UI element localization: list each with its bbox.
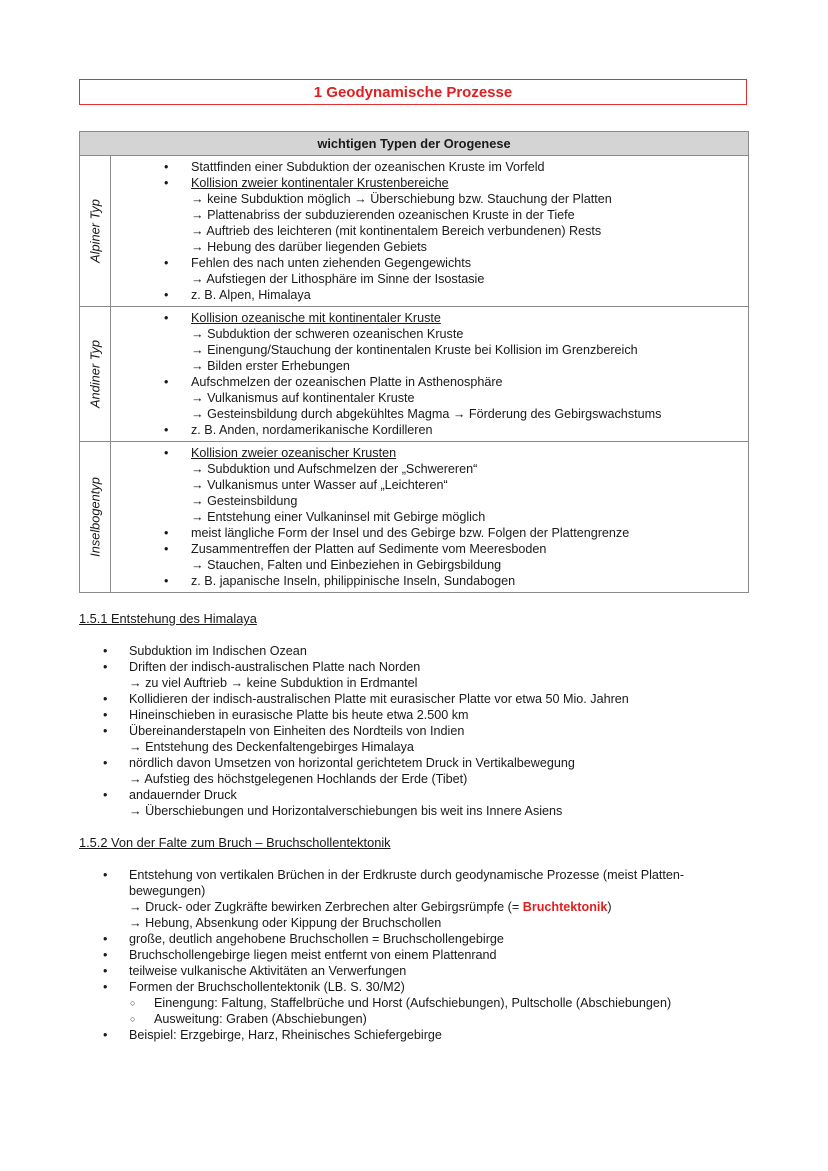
- list-subitem: → Entstehung des Deckenfaltengebirges Himalaya: [129, 740, 414, 754]
- table-row: [80, 156, 749, 307]
- list-item: • Aufschmelzen der ozeanischen Platte in Asthenosphäre: [111, 374, 748, 390]
- list-item: • z. B. Anden, nordamerikanische Kordilleren: [111, 422, 748, 438]
- list-subitem: → Subduktion der schweren ozeanischen Kruste: [191, 327, 464, 341]
- row-label-alpiner: Alpiner Typ: [87, 199, 103, 263]
- table-row: [80, 307, 749, 442]
- list-subitem: → Druck- oder Zugkräfte bewirken Zerbrechen alter Gebirgsrümpfe (= Bruchtektonik): [129, 900, 612, 914]
- list-item: • Subduktion im Indischen Ozean: [79, 643, 749, 659]
- list-subitem: → Subduktion und Aufschmelzen der „Schwereren“: [191, 462, 478, 476]
- list-item: • z. B. japanische Inseln, philippinische Inseln, Sundabogen: [111, 573, 748, 589]
- list-item: • Fehlen des nach unten ziehenden Gegengewichts: [111, 255, 748, 271]
- list-item: • Entstehung von vertikalen Brüchen in der Erdkruste durch geodynamische Prozesse (meist Platten-: [79, 867, 749, 883]
- list-item: • Bruchschollengebirge liegen meist entfernt von einem Plattenrand: [79, 947, 749, 963]
- row-label-andiner: Andiner Typ: [87, 339, 103, 409]
- row-label-cell: [80, 442, 111, 593]
- list-item: • Formen der Bruchschollentektonik (LB. S. 30/M2): [79, 979, 749, 995]
- list-subitem: → Vulkanismus unter Wasser auf „Leichteren“: [191, 478, 448, 492]
- section-heading-himalaya: 1.5.1 Entstehung des Himalaya: [79, 611, 257, 626]
- list-subitem: → Auftrieb des leichteren (mit kontinentalem Bereich verbundenen) Rests: [191, 224, 602, 238]
- list-subitem: → Bilden erster Erhebungen: [191, 359, 350, 373]
- list-item: • Kollision zweier kontinentaler Krustenbereiche: [111, 175, 748, 191]
- row-label-cell: [80, 307, 111, 442]
- list-item: • Übereinanderstapeln von Einheiten des Nordteils von Indien: [79, 723, 749, 739]
- list-item: • teilweise vulkanische Aktivitäten an Verwerfungen: [79, 963, 749, 979]
- list-subitem: → Aufstieg des höchstgelegenen Hochlands der Erde (Tibet): [129, 772, 468, 786]
- orogenesis-table: [79, 131, 749, 593]
- table-header: wichtigen Typen der Orogenese: [80, 132, 749, 156]
- list-item: • z. B. Alpen, Himalaya: [111, 287, 748, 303]
- bruchschollen-list: [79, 867, 749, 1043]
- list-subitem: → keine Subduktion möglich → Überschiebung bzw. Stauchung der Platten: [191, 192, 612, 206]
- list-subitem: → Entstehung einer Vulkaninsel mit Gebirge möglich: [191, 510, 486, 524]
- section-heading-bruchschollen: 1.5.2 Von der Falte zum Bruch – Bruchschollentektonik: [79, 835, 391, 850]
- row-label-cell: [80, 156, 111, 307]
- himalaya-list: [79, 643, 749, 819]
- list-circle-item: ○ Ausweitung: Graben (Abschiebungen): [79, 1011, 749, 1027]
- list-item: • Kollision zweier ozeanischer Krusten: [111, 445, 748, 461]
- list-subitem: → Gesteinsbildung durch abgekühltes Magma → Förderung des Gebirgswachstums: [191, 407, 662, 421]
- row-label-inselbogen: Inselbogentyp: [87, 477, 103, 557]
- row-content: [111, 442, 749, 593]
- list-item-continuation: bewegungen): [129, 884, 206, 898]
- list-circle-item: ○ Einengung: Faltung, Staffelbrüche und Horst (Aufschiebungen), Pultscholle (Abschiebungen): [79, 995, 749, 1011]
- list-item: • Stattfinden einer Subduktion der ozeanischen Kruste im Vorfeld: [111, 159, 748, 175]
- list-item: • große, deutlich angehobene Bruchschollen = Bruchschollengebirge: [79, 931, 749, 947]
- list-item: • Kollision ozeanische mit kontinentaler Kruste: [111, 310, 748, 326]
- bruchtektonik-term: Bruchtektonik: [522, 900, 608, 914]
- page-title-box: [79, 79, 747, 105]
- list-subitem: → Plattenabriss der subduzierenden ozeanischen Kruste in der Tiefe: [191, 208, 575, 222]
- table-row: [80, 442, 749, 593]
- list-item: • meist längliche Form der Insel und des Gebirge bzw. Folgen der Plattengrenze: [111, 525, 748, 541]
- list-item: • Beispiel: Erzgebirge, Harz, Rheinisches Schiefergebirge: [79, 1027, 749, 1043]
- list-subitem: → Aufstiegen der Lithosphäre im Sinne der Isostasie: [191, 272, 485, 286]
- list-subitem: → Stauchen, Falten und Einbeziehen in Gebirgsbildung: [191, 558, 502, 572]
- table-header-row: [80, 132, 749, 156]
- list-item: • nördlich davon Umsetzen von horizontal gerichtetem Druck in Vertikalbewegung: [79, 755, 749, 771]
- list-item: • Driften der indisch-australischen Platte nach Norden: [79, 659, 749, 675]
- page-title: 1 Geodynamische Prozesse: [313, 83, 513, 101]
- list-subitem: → Hebung, Absenkung oder Kippung der Bruchschollen: [129, 916, 442, 930]
- list-subitem: → Einengung/Stauchung der kontinentalen Kruste bei Kollision im Grenzbereich: [191, 343, 638, 357]
- list-subitem: → Überschiebungen und Horizontalverschiebungen bis weit ins Innere Asiens: [129, 804, 563, 818]
- list-subitem: → Gesteinsbildung: [191, 494, 298, 508]
- row-content: [111, 307, 749, 442]
- list-subitem: → Hebung des darüber liegenden Gebiets: [191, 240, 427, 254]
- row-content: [111, 156, 749, 307]
- list-item: • Hineinschieben in eurasische Platte bis heute etwa 2.500 km: [79, 707, 749, 723]
- list-item: • Kollidieren der indisch-australischen Platte mit eurasischer Platte vor etwa 50 Mio. Jahren: [79, 691, 749, 707]
- list-subitem: → Vulkanismus auf kontinentaler Kruste: [191, 391, 415, 405]
- list-subitem: → zu viel Auftrieb → keine Subduktion in Erdmantel: [129, 676, 418, 690]
- list-item: • andauernder Druck: [79, 787, 749, 803]
- list-item: • Zusammentreffen der Platten auf Sedimente vom Meeresboden: [111, 541, 748, 557]
